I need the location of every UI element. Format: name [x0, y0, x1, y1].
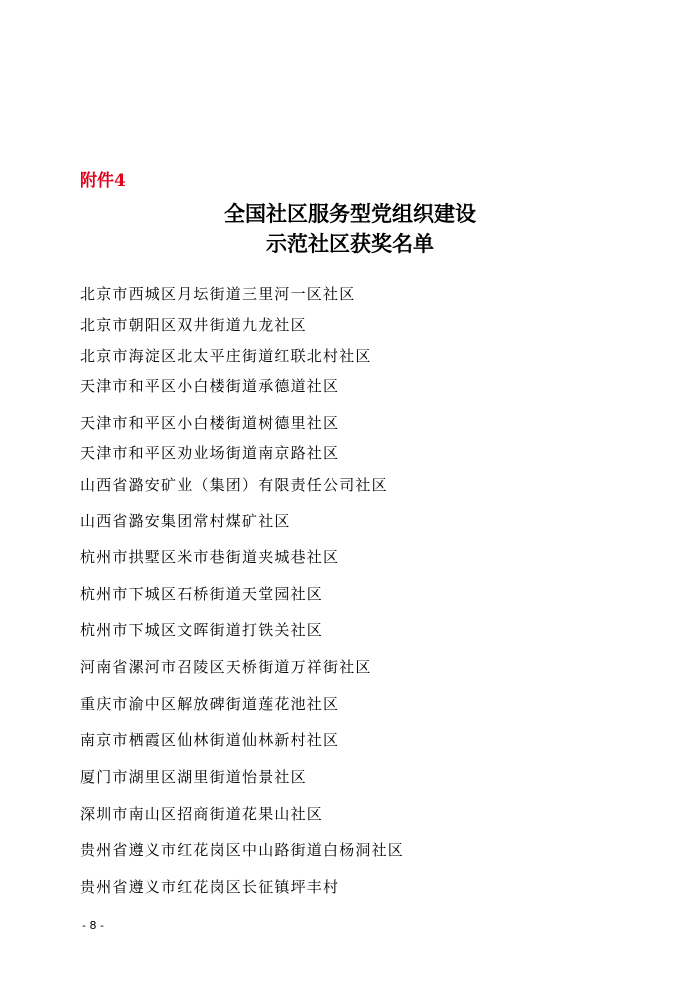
list-item: 河南省漯河市召陵区天桥街道万祥街社区 — [80, 658, 372, 676]
list-item: 北京市西城区月坛街道三里河一区社区 — [80, 285, 356, 303]
list-item: 贵州省遵义市红花岗区中山路街道白杨洞社区 — [80, 841, 405, 859]
list-item: 北京市海淀区北太平庄街道红联北村社区 — [80, 347, 372, 365]
list-item: 山西省潞安矿业（集团）有限责任公司社区 — [80, 476, 388, 494]
list-item: 深圳市南山区招商街道花果山社区 — [80, 805, 324, 823]
list-item: 南京市栖霞区仙林街道仙林新村社区 — [80, 731, 340, 749]
list-item: 杭州市下城区文晖街道打铁关社区 — [80, 621, 324, 639]
list-item: 山西省潞安集团常村煤矿社区 — [80, 512, 291, 530]
list-item: 杭州市下城区石桥街道天堂园社区 — [80, 585, 324, 603]
list-item: 天津市和平区劝业场街道南京路社区 — [80, 444, 340, 462]
attachment-label: 附件4 — [80, 171, 126, 191]
list-item: 重庆市渝中区解放碑街道莲花池社区 — [80, 695, 340, 713]
list-item: 天津市和平区小白楼街道承德道社区 — [80, 377, 340, 395]
list-item: 杭州市拱墅区米市巷街道夹城巷社区 — [80, 548, 340, 566]
list-item: 贵州省遵义市红花岗区长征镇坪丰村 — [80, 878, 340, 896]
document-title-line-1: 全国社区服务型党组织建设 — [224, 201, 476, 226]
page-number: - 8 - — [82, 919, 104, 932]
list-item: 北京市朝阳区双井街道九龙社区 — [80, 316, 307, 334]
list-item: 天津市和平区小白楼街道树德里社区 — [80, 414, 340, 432]
list-item: 厦门市湖里区湖里街道怡景社区 — [80, 768, 307, 786]
document-title-line-2: 示范社区获奖名单 — [266, 231, 434, 256]
